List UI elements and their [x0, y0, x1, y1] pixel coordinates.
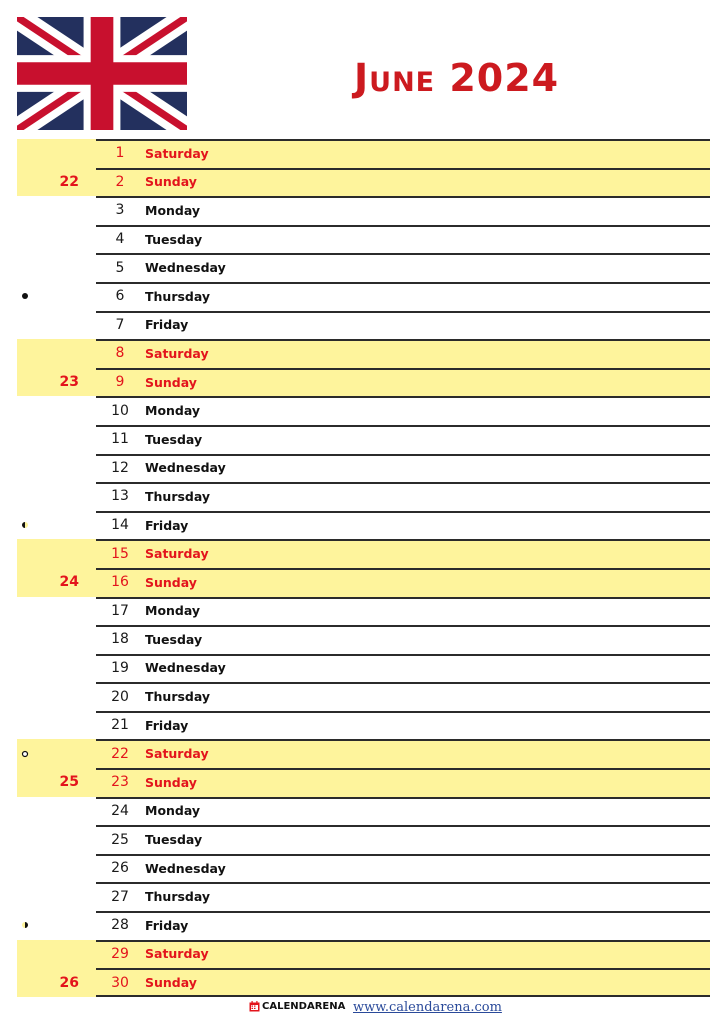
day-name: Friday — [145, 917, 189, 933]
calendar-row — [17, 940, 710, 969]
calendar-row — [17, 654, 710, 683]
calendar-row — [17, 597, 710, 626]
day-number: 6 — [115, 288, 125, 305]
day-name: Sunday — [145, 975, 197, 991]
calendar-row — [17, 539, 710, 568]
day-number: 30 — [111, 974, 129, 991]
day-number: 13 — [111, 488, 129, 505]
calendar-row — [17, 854, 710, 883]
day-name: Monday — [145, 603, 201, 619]
day-name: Sunday — [145, 574, 197, 590]
divider — [96, 995, 710, 997]
day-name: Saturday — [145, 746, 209, 762]
calendar-row — [17, 968, 710, 997]
calendar-row — [17, 282, 710, 311]
day-name: Thursday — [145, 488, 211, 504]
day-number: 28 — [111, 917, 129, 934]
calendar-row — [17, 482, 710, 511]
website-link[interactable]: www.calendarena.com — [353, 1000, 502, 1015]
day-name: Thursday — [145, 689, 211, 705]
day-name: Wednesday — [145, 860, 226, 876]
day-name: Saturday — [145, 546, 209, 562]
calendar-row — [17, 882, 710, 911]
day-name: Sunday — [145, 174, 197, 190]
full-moon-icon — [21, 750, 29, 758]
brand-name: CALENDARENA — [262, 1001, 346, 1012]
calendar-icon — [249, 1001, 260, 1012]
day-number: 27 — [111, 888, 129, 905]
day-name: Tuesday — [145, 431, 203, 447]
day-number: 16 — [111, 574, 129, 591]
day-number: 22 — [111, 745, 129, 762]
day-name: Friday — [145, 517, 189, 533]
day-name: Tuesday — [145, 832, 203, 848]
day-name: Tuesday — [145, 231, 203, 247]
day-name: Saturday — [145, 946, 209, 962]
calendar-row — [17, 368, 710, 397]
page-title: June 2024 — [354, 56, 560, 100]
calendar-row — [17, 711, 710, 740]
day-name: Wednesday — [145, 660, 226, 676]
calendar-row — [17, 311, 710, 340]
calendar-row — [17, 511, 710, 540]
day-name: Monday — [145, 403, 201, 419]
calendar-row — [17, 625, 710, 654]
day-name: Thursday — [145, 889, 211, 905]
day-number: 25 — [111, 831, 129, 848]
calendar-row — [17, 168, 710, 197]
calendar-row — [17, 425, 710, 454]
day-number: 1 — [115, 145, 125, 162]
calendar-row — [17, 797, 710, 826]
week-number: 25 — [59, 774, 79, 791]
day-name: Friday — [145, 317, 189, 333]
day-number: 12 — [111, 459, 129, 476]
calendar-row — [17, 225, 710, 254]
day-number: 21 — [111, 717, 129, 734]
week-number: 22 — [59, 173, 79, 190]
calendar-row — [17, 139, 710, 168]
day-number: 17 — [111, 602, 129, 619]
day-number: 2 — [115, 173, 125, 190]
week-number: 24 — [59, 574, 79, 591]
day-name: Sunday — [145, 774, 197, 790]
day-name: Wednesday — [145, 260, 226, 276]
week-number: 26 — [59, 974, 79, 991]
calendar-row — [17, 396, 710, 425]
day-number: 20 — [111, 688, 129, 705]
day-number: 24 — [111, 802, 129, 819]
calendar-row — [17, 568, 710, 597]
first-quarter-icon — [21, 521, 29, 529]
new-moon-icon — [21, 292, 29, 300]
calendar-row — [17, 768, 710, 797]
united-kingdom-flag-icon — [17, 17, 187, 130]
day-number: 15 — [111, 545, 129, 562]
day-number: 7 — [115, 316, 125, 333]
day-name: Wednesday — [145, 460, 226, 476]
day-name: Tuesday — [145, 631, 203, 647]
day-name: Thursday — [145, 288, 211, 304]
calendar-row — [17, 454, 710, 483]
day-number: 4 — [115, 231, 125, 248]
day-number: 10 — [111, 402, 129, 419]
day-name: Friday — [145, 717, 189, 733]
day-number: 11 — [111, 431, 129, 448]
day-number: 26 — [111, 860, 129, 877]
calendar-row — [17, 196, 710, 225]
day-number: 14 — [111, 517, 129, 534]
footer — [0, 1000, 728, 1016]
day-name: Monday — [145, 803, 201, 819]
calendar-row — [17, 253, 710, 282]
day-number: 29 — [111, 945, 129, 962]
day-number: 8 — [115, 345, 125, 362]
day-number: 19 — [111, 659, 129, 676]
day-name: Monday — [145, 202, 201, 218]
calendar-row — [17, 739, 710, 768]
calendar-row — [17, 911, 710, 940]
day-number: 23 — [111, 774, 129, 791]
day-number: 5 — [115, 259, 125, 276]
calendar-row — [17, 339, 710, 368]
day-name: Saturday — [145, 145, 209, 161]
calendar-row — [17, 682, 710, 711]
day-name: Saturday — [145, 345, 209, 361]
last-quarter-icon — [21, 921, 29, 929]
brand-logo — [249, 1001, 345, 1012]
day-name: Sunday — [145, 374, 197, 390]
week-number: 23 — [59, 374, 79, 391]
calendar-row — [17, 825, 710, 854]
calendar-grid — [17, 139, 710, 997]
day-number: 3 — [115, 202, 125, 219]
day-number: 18 — [111, 631, 129, 648]
day-number: 9 — [115, 374, 125, 391]
